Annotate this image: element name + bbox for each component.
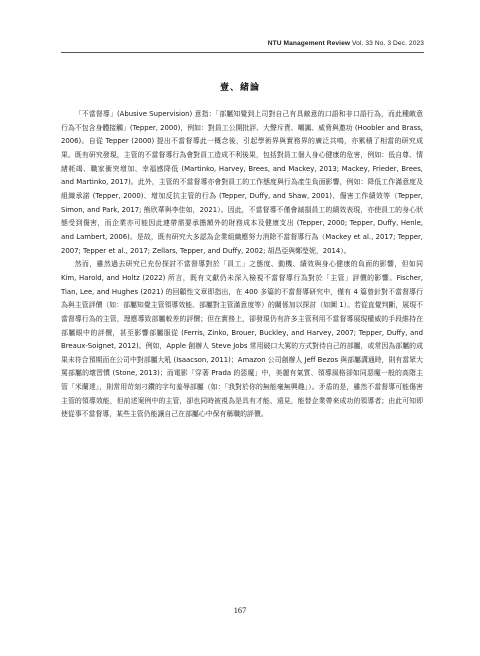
journal-name: NTU Management Review [267, 40, 351, 47]
issue-info: Vol. 33 No. 3 Dec. 2023 [352, 40, 424, 47]
page-number: 167 [233, 606, 247, 615]
paragraph: 然而，雖然過去研究已充份探討不當督導對於「員工」之態度、動機、績效與身心健康的負面的影響，但如同 Kim, Harold, and Holtz (2022) 所言，既有文獻仍未深入檢視不當督導行為對於「主管」評價的影響。Fischer, Tian, Lee, and Hughes (2021) 的回顧性文章即指出，在 400 多篇的不當督導研究中，僅有 4 篇曾針對不當督導行為與主管評價（如：部屬知覺主管領導效能、部屬對主管滿意度等）的關係加以探討（如圖 1）。若從直覺判斷，展現不當督導行為的主管，理應導致部屬較差的評價；但在實務上，卻發現仍有許多主管利用不當督導展現權威的手段維持在部屬眼中的評價，甚至影響部屬服從 (Ferris, Zinko, Brouer, Buckley, and Harvey, 2007; Tepper, Duffy, and Breaux-Soignet, 2012)。例如，Apple 創辦人 Steve Jobs 常用破口大罵的方式對待自己的部屬，或常因為部屬的成果未符合預期而在公司中對部屬大吼 (Isaacson, 2011)；Amazon 公司創辦人 Jeff Bezos 與部屬溝通時，則有當眾大罵部屬的壞習慣 (Stone, 2013)；而電影「穿著 Prada 的惡魔」中，美麗有氣質、領導風格卻如同惡魔一般的高階主管「米蘭達」，則常用苛刻刁鑽的字句羞辱部屬（如：「我對於你的無能毫無興趣」）。矛盾的是，雖然不當督導可能傷害主管的領導效能，但前述案例中的主管，卻也同時被視為是具有才能、遠見，能替企業帶來成功的領導者；由此可知即使從事不當督導，某些主管仍能讓自己在部屬心中保有稱職的評價。 [61, 260, 423, 419]
running-header [268, 40, 424, 47]
paragraph: 「不當督導」(Abusive Supervision) 意指：「部屬知覺到上司對自己有具敵意的口語和非口語行為，而此種敵意行為不包含身體接觸」(Tepper, 2000)，例如：對員工公開批評、大聲斥責、嘲諷、威脅與邀功 (Hoobler and Brass, 2006)。自從 Tepper (2000) 提出不當督導此一概念後，引起學術界與實務界的廣泛共鳴，亦累積了相當的研究成果。既有研究發現，主管的不當督導行為會對員工造成不利後果，包括對員工個人身心健康的危害，例如：低自尊、情緒耗竭、職家衝突增加、幸福感降低 (Martinko, Harvey, Brees, and Mackey, 2013; Mackey, Frieder, Brees, and Martinko, 2017)。此外，主管的不當督導亦會對員工的工作態度與行為產生負面影響，例如：降低工作滿意度及組織承諾 (Tepper, 2000)、增加反抗主管的行為 (Tepper, Duffy, and Shaw, 2001)、傷害工作績效等（Tepper, Simon, and Park, 2017; 熊欣華與李佳如，2021）。因此，不當督導不僅會減損員工的績效表現，亦使員工的身心狀態受到傷害，而企業亦可能因此連帶需要承擔額外的財務成本及健康支出 (Tepper, 2000; Tepper, Duffy, Henle, and Lambert, 2006)。是故，既有研究大多認為企業組織應努力消除不當督導行為（Mackey et al., 2017; Tepper, 2007; Tepper et al., 2017; Zellars, Tepper, and Duffy, 2002; 胡昌亞與鄭瑩妮，2014）。 [61, 110, 423, 255]
header-rule [61, 52, 424, 53]
section-heading: 壹、緒論 [219, 83, 260, 93]
body-text [61, 108, 423, 422]
